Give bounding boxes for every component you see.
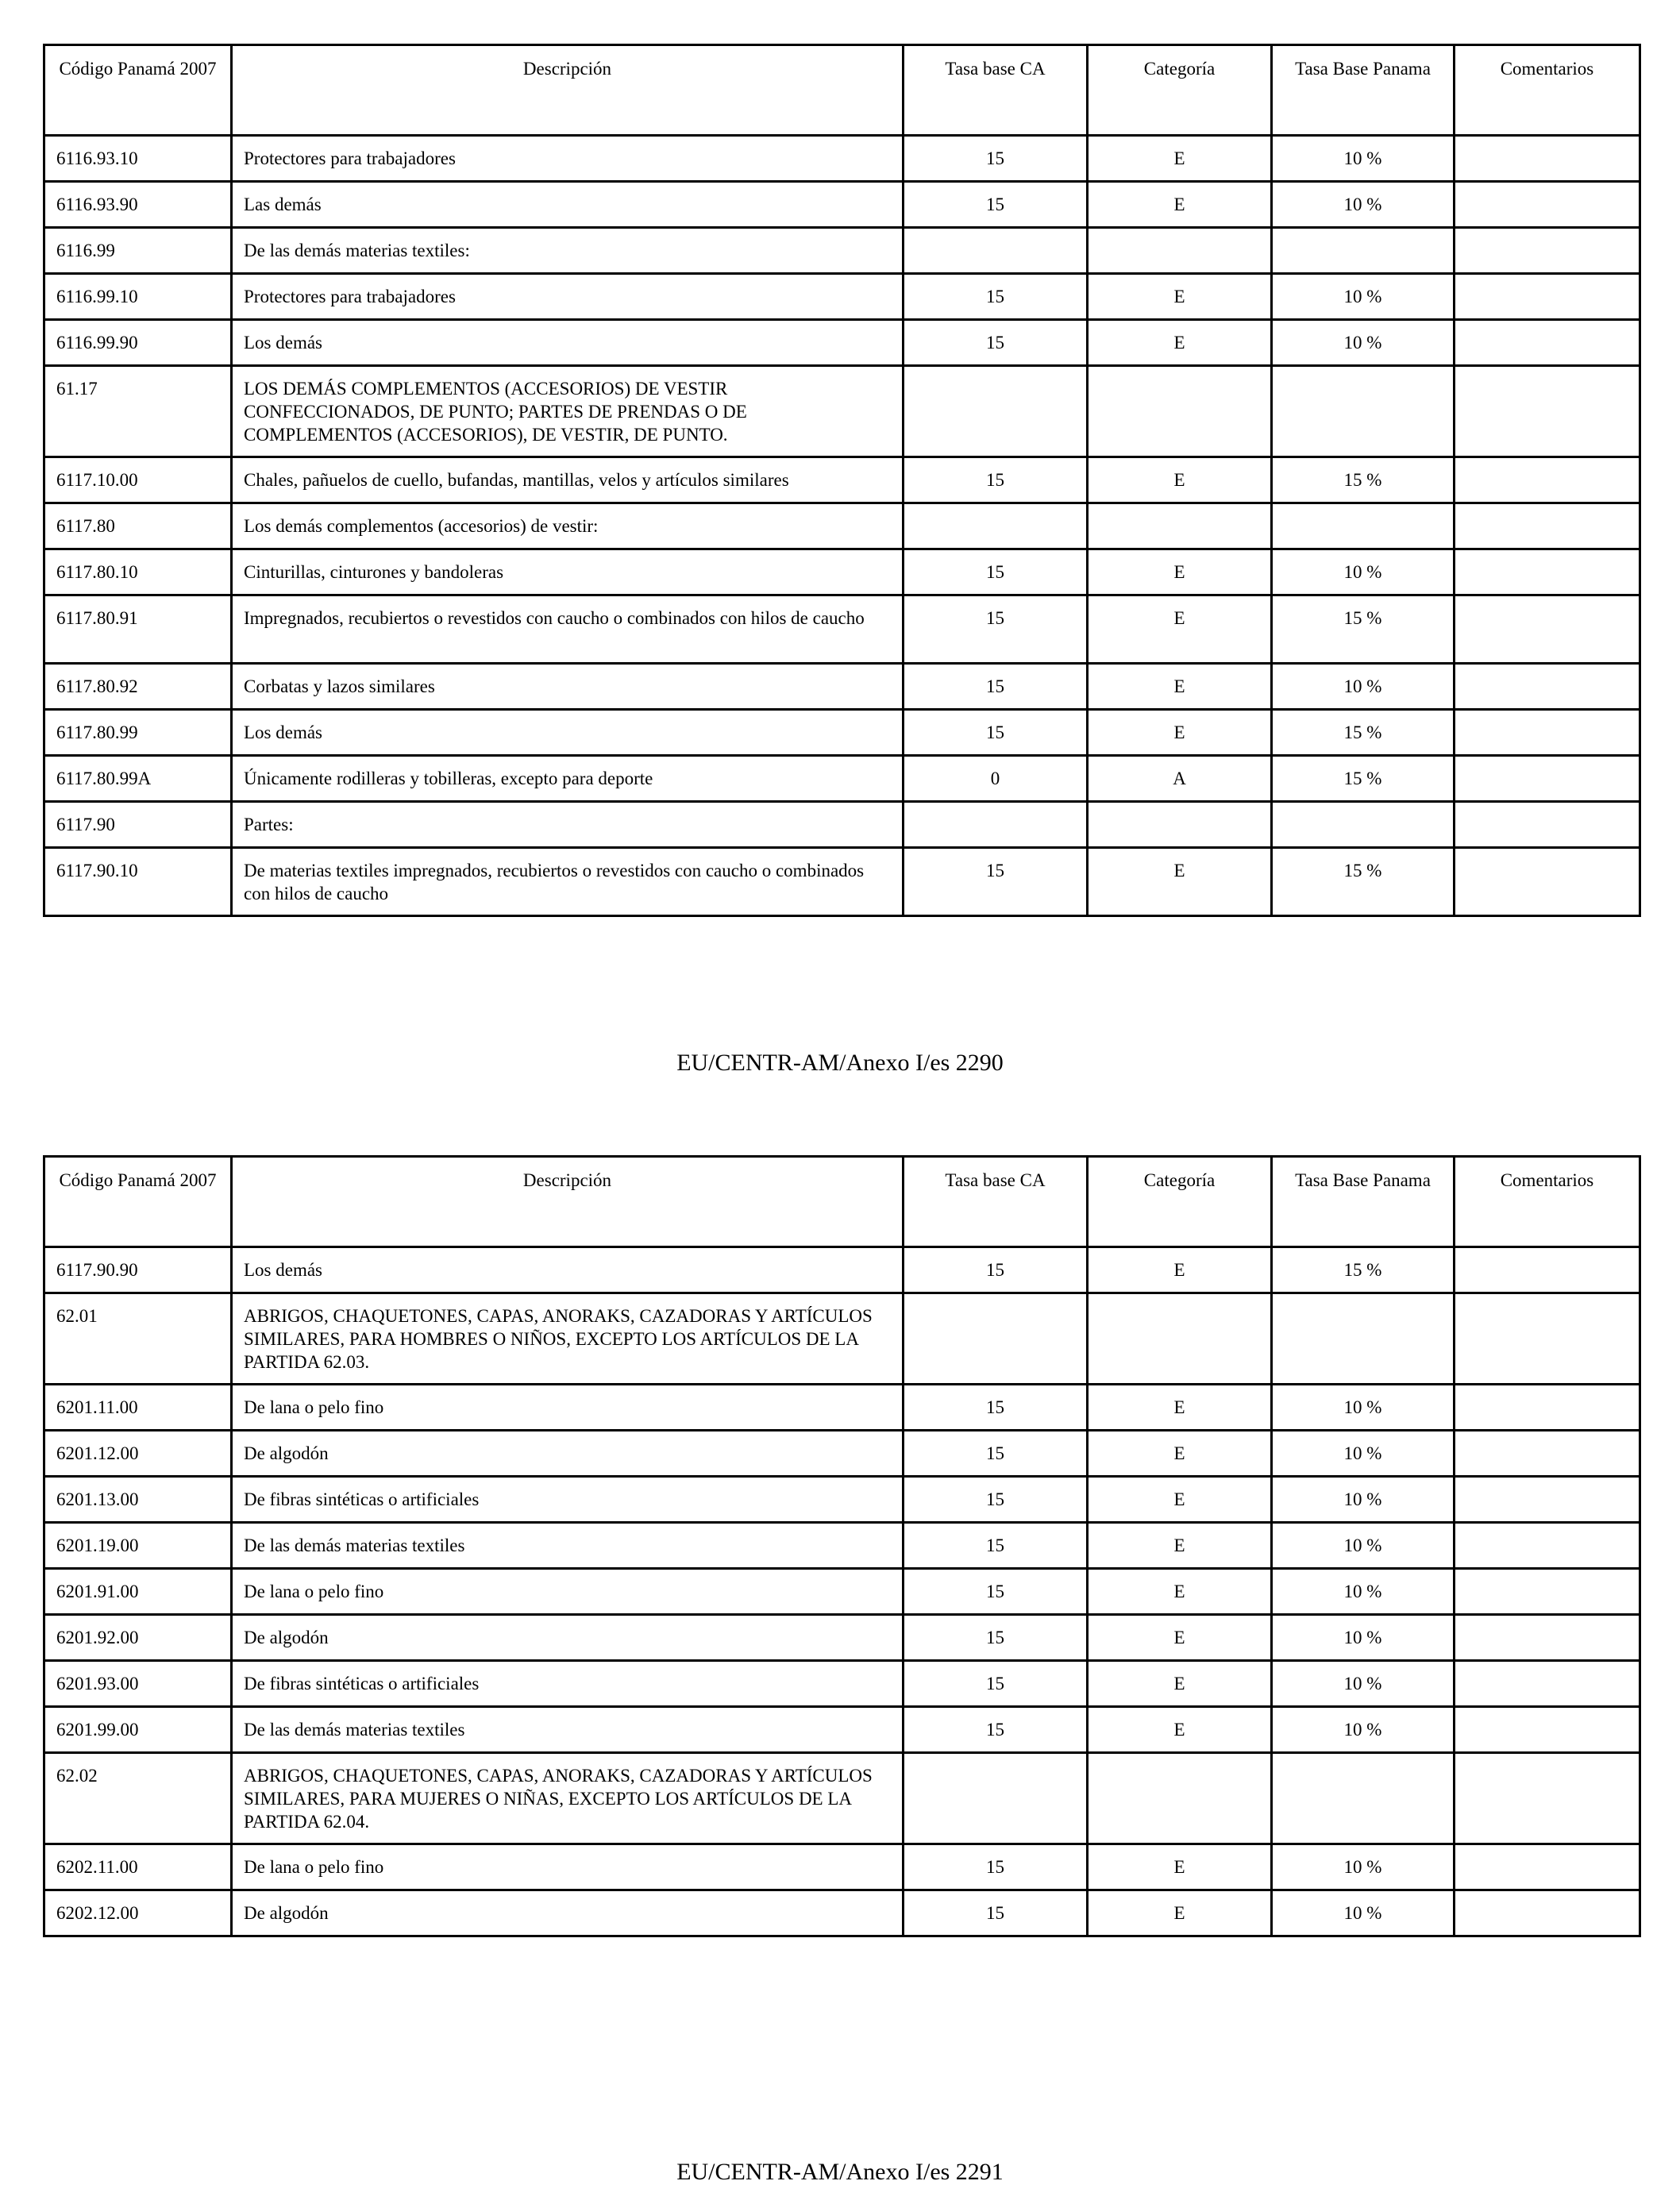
cell-comentarios: [1455, 1293, 1640, 1385]
cell-tasa-ca: 15: [904, 1707, 1088, 1753]
cell-categoria: E: [1088, 1707, 1272, 1753]
table-row: [44, 1523, 1640, 1569]
cell-code: 6117.80.99A: [44, 756, 232, 802]
cell-comentarios: [1455, 274, 1640, 320]
cell-categoria: E: [1088, 1844, 1272, 1890]
table-header-row: [44, 45, 1640, 136]
cell-comentarios: [1455, 664, 1640, 710]
cell-description: LOS DEMÁS COMPLEMENTOS (ACCESORIOS) DE VESTIR CONFECCIONADOS, DE PUNTO; PARTES DE PRENDAS O DE COMPLEMENTOS (ACCESORIOS), DE VESTIR, DE PUNTO.: [232, 366, 904, 457]
cell-categoria: E: [1088, 136, 1272, 182]
cell-categoria: [1088, 503, 1272, 549]
cell-comentarios: [1455, 503, 1640, 549]
cell-description: Protectores para trabajadores: [232, 274, 904, 320]
table-row: [44, 1844, 1640, 1890]
cell-tasa-panama: [1272, 802, 1455, 848]
cell-comentarios: [1455, 595, 1640, 664]
cell-tasa-panama: 15 %: [1272, 756, 1455, 802]
cell-description: Los demás: [232, 1247, 904, 1293]
table-row: [44, 1569, 1640, 1615]
cell-comentarios: [1455, 1431, 1640, 1477]
cell-categoria: E: [1088, 182, 1272, 228]
header-tasa-panama: Tasa Base Panama: [1272, 45, 1455, 136]
cell-code: 6117.80: [44, 503, 232, 549]
cell-description: De las demás materias textiles: [232, 1707, 904, 1753]
cell-tasa-ca: 15: [904, 1615, 1088, 1661]
header-codigo: Código Panamá 2007: [44, 45, 232, 136]
cell-code: 6202.12.00: [44, 1890, 232, 1936]
cell-categoria: E: [1088, 274, 1272, 320]
cell-code: 6117.80.10: [44, 549, 232, 595]
cell-tasa-panama: 10 %: [1272, 1569, 1455, 1615]
cell-code: 6117.90.90: [44, 1247, 232, 1293]
cell-description: Chales, pañuelos de cuello, bufandas, mantillas, velos y artículos similares: [232, 457, 904, 503]
cell-tasa-panama: 10 %: [1272, 1431, 1455, 1477]
cell-tasa-ca: 15: [904, 1844, 1088, 1890]
cell-tasa-ca: 15: [904, 1890, 1088, 1936]
cell-code: 6117.80.92: [44, 664, 232, 710]
cell-code: 6201.99.00: [44, 1707, 232, 1753]
cell-code: 6116.93.10: [44, 136, 232, 182]
cell-description: De materias textiles impregnados, recubiertos o revestidos con caucho o combinados con hilos de caucho: [232, 848, 904, 916]
cell-tasa-ca: [904, 503, 1088, 549]
cell-code: 6117.90: [44, 802, 232, 848]
table-row: [44, 1615, 1640, 1661]
cell-comentarios: [1455, 1247, 1640, 1293]
cell-code: 61.17: [44, 366, 232, 457]
table-row: [44, 136, 1640, 182]
table-row: [44, 503, 1640, 549]
cell-tasa-panama: [1272, 366, 1455, 457]
cell-description: ABRIGOS, CHAQUETONES, CAPAS, ANORAKS, CAZADORAS Y ARTÍCULOS SIMILARES, PARA HOMBRES O NIÑOS, EXCEPTO LOS ARTÍCULOS DE LA PARTIDA 62.03.: [232, 1293, 904, 1385]
cell-categoria: E: [1088, 595, 1272, 664]
cell-comentarios: [1455, 1569, 1640, 1615]
cell-tasa-panama: 10 %: [1272, 274, 1455, 320]
table-row: [44, 1477, 1640, 1523]
cell-code: 6201.19.00: [44, 1523, 232, 1569]
cell-categoria: E: [1088, 1890, 1272, 1936]
cell-tasa-ca: 15: [904, 664, 1088, 710]
cell-tasa-ca: [904, 802, 1088, 848]
header-tasa-ca: Tasa base CA: [904, 45, 1088, 136]
cell-tasa-ca: 15: [904, 1569, 1088, 1615]
cell-tasa-panama: 10 %: [1272, 1844, 1455, 1890]
cell-tasa-panama: [1272, 503, 1455, 549]
cell-categoria: E: [1088, 664, 1272, 710]
cell-tasa-panama: 10 %: [1272, 1523, 1455, 1569]
cell-description: ABRIGOS, CHAQUETONES, CAPAS, ANORAKS, CAZADORAS Y ARTÍCULOS SIMILARES, PARA MUJERES O NIÑAS, EXCEPTO LOS ARTÍCULOS DE LA PARTIDA 62.04.: [232, 1753, 904, 1844]
cell-categoria: E: [1088, 1615, 1272, 1661]
cell-comentarios: [1455, 1615, 1640, 1661]
cell-comentarios: [1455, 1477, 1640, 1523]
cell-code: 6201.12.00: [44, 1431, 232, 1477]
header-categoria: Categoría: [1088, 1157, 1272, 1247]
table-row: [44, 228, 1640, 274]
table-row: [44, 1431, 1640, 1477]
cell-tasa-ca: [904, 1293, 1088, 1385]
cell-tasa-ca: 15: [904, 457, 1088, 503]
cell-code: 6201.11.00: [44, 1385, 232, 1431]
cell-code: 6116.99.90: [44, 320, 232, 366]
table-row: [44, 802, 1640, 848]
cell-comentarios: [1455, 1890, 1640, 1936]
cell-tasa-ca: [904, 228, 1088, 274]
cell-tasa-ca: 15: [904, 182, 1088, 228]
cell-comentarios: [1455, 228, 1640, 274]
table-row: [44, 549, 1640, 595]
cell-comentarios: [1455, 1844, 1640, 1890]
table-row: [44, 595, 1640, 664]
cell-comentarios: [1455, 457, 1640, 503]
table-row: [44, 366, 1640, 457]
table-row: [44, 1247, 1640, 1293]
table-row: [44, 274, 1640, 320]
page-footer-2290: EU/CENTR-AM/Anexo I/es 2290: [676, 1050, 1004, 1076]
header-codigo: Código Panamá 2007: [44, 1157, 232, 1247]
cell-tasa-ca: 15: [904, 710, 1088, 756]
cell-description: Impregnados, recubiertos o revestidos con caucho o combinados con hilos de caucho: [232, 595, 904, 664]
table-row: [44, 1385, 1640, 1431]
cell-tasa-ca: 15: [904, 595, 1088, 664]
tariff-table-page-2291: [43, 1155, 1641, 1937]
table-row: [44, 320, 1640, 366]
table-row: [44, 1890, 1640, 1936]
cell-description: Cinturillas, cinturones y bandoleras: [232, 549, 904, 595]
cell-tasa-panama: [1272, 228, 1455, 274]
cell-comentarios: [1455, 549, 1640, 595]
table-row: [44, 664, 1640, 710]
cell-tasa-panama: [1272, 1293, 1455, 1385]
cell-tasa-panama: 10 %: [1272, 320, 1455, 366]
cell-comentarios: [1455, 136, 1640, 182]
cell-comentarios: [1455, 366, 1640, 457]
cell-categoria: E: [1088, 1477, 1272, 1523]
cell-description: Protectores para trabajadores: [232, 136, 904, 182]
table-row: [44, 182, 1640, 228]
page-footer-2291: EU/CENTR-AM/Anexo I/es 2291: [676, 2159, 1004, 2185]
table-row: [44, 1661, 1640, 1707]
cell-comentarios: [1455, 182, 1640, 228]
cell-tasa-ca: 15: [904, 1247, 1088, 1293]
cell-tasa-panama: 10 %: [1272, 1661, 1455, 1707]
header-descripcion: Descripción: [232, 1157, 904, 1247]
cell-description: Las demás: [232, 182, 904, 228]
cell-tasa-ca: 15: [904, 848, 1088, 916]
cell-description: De lana o pelo fino: [232, 1385, 904, 1431]
cell-categoria: E: [1088, 1431, 1272, 1477]
cell-tasa-panama: 10 %: [1272, 136, 1455, 182]
cell-categoria: [1088, 1293, 1272, 1385]
cell-tasa-ca: 15: [904, 549, 1088, 595]
cell-tasa-ca: [904, 366, 1088, 457]
cell-code: 6117.90.10: [44, 848, 232, 916]
cell-description: De las demás materias textiles: [232, 1523, 904, 1569]
cell-description: De las demás materias textiles:: [232, 228, 904, 274]
cell-code: 6117.10.00: [44, 457, 232, 503]
header-comentarios: Comentarios: [1455, 1157, 1640, 1247]
cell-tasa-panama: 15 %: [1272, 595, 1455, 664]
cell-code: 6116.99.10: [44, 274, 232, 320]
cell-categoria: E: [1088, 1661, 1272, 1707]
cell-tasa-panama: 10 %: [1272, 1477, 1455, 1523]
cell-categoria: [1088, 1753, 1272, 1844]
table-row: [44, 756, 1640, 802]
cell-description: Los demás complementos (accesorios) de vestir:: [232, 503, 904, 549]
cell-code: 6116.93.90: [44, 182, 232, 228]
cell-tasa-ca: 15: [904, 1477, 1088, 1523]
cell-tasa-panama: [1272, 1753, 1455, 1844]
cell-code: 6201.93.00: [44, 1661, 232, 1707]
cell-categoria: [1088, 366, 1272, 457]
tariff-table-page-2290: [43, 44, 1641, 917]
cell-code: 6202.11.00: [44, 1844, 232, 1890]
cell-comentarios: [1455, 848, 1640, 916]
cell-tasa-ca: 15: [904, 1523, 1088, 1569]
cell-description: De lana o pelo fino: [232, 1844, 904, 1890]
cell-code: 6116.99: [44, 228, 232, 274]
header-tasa-ca: Tasa base CA: [904, 1157, 1088, 1247]
cell-tasa-ca: 0: [904, 756, 1088, 802]
cell-description: De fibras sintéticas o artificiales: [232, 1661, 904, 1707]
cell-description: De lana o pelo fino: [232, 1569, 904, 1615]
cell-tasa-panama: 10 %: [1272, 1385, 1455, 1431]
cell-tasa-panama: 10 %: [1272, 182, 1455, 228]
cell-description: Los demás: [232, 320, 904, 366]
cell-tasa-ca: 15: [904, 274, 1088, 320]
cell-comentarios: [1455, 756, 1640, 802]
cell-tasa-ca: 15: [904, 1385, 1088, 1431]
cell-categoria: E: [1088, 1523, 1272, 1569]
cell-comentarios: [1455, 1707, 1640, 1753]
table-row: [44, 1293, 1640, 1385]
cell-tasa-panama: 10 %: [1272, 1707, 1455, 1753]
cell-comentarios: [1455, 710, 1640, 756]
table-row: [44, 710, 1640, 756]
cell-comentarios: [1455, 1753, 1640, 1844]
cell-tasa-panama: 10 %: [1272, 549, 1455, 595]
cell-categoria: E: [1088, 1385, 1272, 1431]
cell-code: 6201.13.00: [44, 1477, 232, 1523]
header-categoria: Categoría: [1088, 45, 1272, 136]
cell-comentarios: [1455, 1523, 1640, 1569]
cell-tasa-panama: 15 %: [1272, 710, 1455, 756]
cell-description: Los demás: [232, 710, 904, 756]
cell-categoria: E: [1088, 710, 1272, 756]
cell-categoria: [1088, 802, 1272, 848]
table-row: [44, 457, 1640, 503]
cell-categoria: E: [1088, 457, 1272, 503]
table-header-row: [44, 1157, 1640, 1247]
cell-tasa-panama: 10 %: [1272, 1890, 1455, 1936]
cell-categoria: E: [1088, 848, 1272, 916]
table-row: [44, 1707, 1640, 1753]
cell-categoria: E: [1088, 1247, 1272, 1293]
cell-description: Partes:: [232, 802, 904, 848]
cell-comentarios: [1455, 1385, 1640, 1431]
cell-categoria: [1088, 228, 1272, 274]
header-comentarios: Comentarios: [1455, 45, 1640, 136]
cell-code: 6201.92.00: [44, 1615, 232, 1661]
cell-tasa-ca: 15: [904, 320, 1088, 366]
cell-description: De algodón: [232, 1890, 904, 1936]
cell-categoria: E: [1088, 1569, 1272, 1615]
cell-description: Únicamente rodilleras y tobilleras, excepto para deporte: [232, 756, 904, 802]
header-tasa-panama: Tasa Base Panama: [1272, 1157, 1455, 1247]
cell-comentarios: [1455, 1661, 1640, 1707]
cell-tasa-ca: 15: [904, 136, 1088, 182]
cell-tasa-panama: 15 %: [1272, 1247, 1455, 1293]
cell-tasa-panama: 10 %: [1272, 664, 1455, 710]
cell-description: Corbatas y lazos similares: [232, 664, 904, 710]
cell-comentarios: [1455, 320, 1640, 366]
cell-description: De fibras sintéticas o artificiales: [232, 1477, 904, 1523]
cell-comentarios: [1455, 802, 1640, 848]
cell-description: De algodón: [232, 1615, 904, 1661]
cell-description: De algodón: [232, 1431, 904, 1477]
header-descripcion: Descripción: [232, 45, 904, 136]
cell-tasa-panama: 15 %: [1272, 457, 1455, 503]
cell-code: 6117.80.91: [44, 595, 232, 664]
table-row: [44, 848, 1640, 916]
cell-categoria: E: [1088, 320, 1272, 366]
cell-tasa-ca: 15: [904, 1431, 1088, 1477]
cell-categoria: A: [1088, 756, 1272, 802]
cell-tasa-ca: [904, 1753, 1088, 1844]
cell-code: 62.01: [44, 1293, 232, 1385]
cell-code: 6117.80.99: [44, 710, 232, 756]
cell-code: 6201.91.00: [44, 1569, 232, 1615]
cell-categoria: E: [1088, 549, 1272, 595]
cell-tasa-panama: 15 %: [1272, 848, 1455, 916]
cell-tasa-panama: 10 %: [1272, 1615, 1455, 1661]
cell-tasa-ca: 15: [904, 1661, 1088, 1707]
table-row: [44, 1753, 1640, 1844]
cell-code: 62.02: [44, 1753, 232, 1844]
